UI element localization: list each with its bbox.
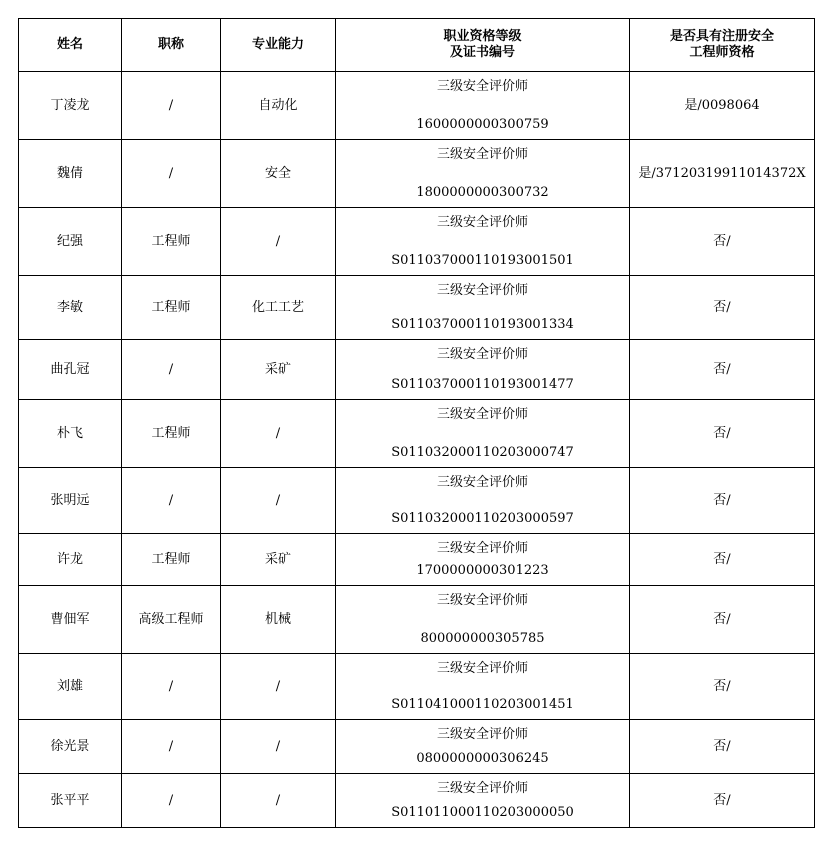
table-row: [19, 534, 815, 586]
cell-registered: 否/: [630, 400, 815, 468]
staff-qualification-table: [18, 18, 815, 828]
cell-specialty: 采矿: [221, 534, 336, 586]
certificate-number: 1600000000300759: [416, 116, 549, 132]
cell-qualification: [336, 468, 630, 534]
cell-registered: 否/: [630, 774, 815, 828]
qualification-stack: [336, 588, 629, 652]
table-row: [19, 400, 815, 468]
table-row: [19, 340, 815, 400]
certificate-number: 800000000305785: [420, 630, 545, 646]
cell-title: /: [122, 654, 221, 720]
certificate-number: S011037000110193001334: [391, 316, 574, 332]
qualification-stack: [336, 342, 629, 398]
cell-specialty: 自动化: [221, 72, 336, 140]
cell-name: 丁凌龙: [19, 72, 122, 140]
header-registered-line1: 是否具有注册安全: [669, 29, 774, 44]
cell-registered: 否/: [630, 340, 815, 400]
table-row: [19, 276, 815, 340]
cell-specialty: 安全: [221, 140, 336, 208]
cell-name: 朴飞: [19, 400, 122, 468]
qualification-level: 三级安全评价师: [436, 78, 528, 94]
header-registered: [630, 19, 815, 72]
cell-title: 工程师: [122, 400, 221, 468]
table-row: [19, 654, 815, 720]
qualification-level: 三级安全评价师: [436, 406, 528, 422]
table-row: [19, 140, 815, 208]
cell-specialty: 采矿: [221, 340, 336, 400]
cell-registered: 否/: [630, 534, 815, 586]
cell-name: 纪强: [19, 208, 122, 276]
cell-specialty: 化工工艺: [221, 276, 336, 340]
certificate-number: 1800000000300732: [416, 184, 549, 200]
qualification-stack: [336, 722, 629, 772]
cell-specialty: /: [221, 720, 336, 774]
cell-name: 许龙: [19, 534, 122, 586]
cell-name: 曹佃军: [19, 586, 122, 654]
header-qualification: [336, 19, 630, 72]
table-row: [19, 720, 815, 774]
qualification-level: 三级安全评价师: [436, 146, 528, 162]
table-row: [19, 586, 815, 654]
cell-registered: 否/: [630, 654, 815, 720]
certificate-number: S011041000110203001451: [391, 696, 574, 712]
qualification-stack: [336, 776, 629, 826]
header-row: [19, 19, 815, 72]
cell-name: 徐光景: [19, 720, 122, 774]
cell-qualification: [336, 276, 630, 340]
certificate-number: S011011000110203000050: [391, 804, 574, 820]
cell-title: /: [122, 340, 221, 400]
qualification-level: 三级安全评价师: [436, 780, 528, 796]
cell-registered: 否/: [630, 208, 815, 276]
cell-specialty: 机械: [221, 586, 336, 654]
cell-qualification: [336, 140, 630, 208]
cell-qualification: [336, 586, 630, 654]
qualification-stack: [336, 656, 629, 718]
qualification-stack: [336, 210, 629, 274]
cell-registered: 否/: [630, 720, 815, 774]
cell-qualification: [336, 400, 630, 468]
table-row: [19, 468, 815, 534]
qualification-stack: [336, 536, 629, 584]
qualification-level: 三级安全评价师: [436, 214, 528, 230]
cell-registered: 否/: [630, 586, 815, 654]
table-row: [19, 774, 815, 828]
qualification-stack: [336, 402, 629, 466]
table-row: [19, 72, 815, 140]
header-title: 职称: [122, 19, 221, 72]
cell-name: 魏倩: [19, 140, 122, 208]
qualification-level: 三级安全评价师: [436, 592, 528, 608]
cell-specialty: /: [221, 774, 336, 828]
certificate-number: S011037000110193001477: [391, 376, 574, 392]
cell-qualification: [336, 340, 630, 400]
cell-registered: 否/: [630, 276, 815, 340]
certificate-number: 0800000000306245: [416, 750, 549, 766]
qualification-level: 三级安全评价师: [436, 540, 528, 556]
cell-qualification: [336, 774, 630, 828]
qualification-stack: [336, 278, 629, 338]
qualification-level: 三级安全评价师: [436, 474, 528, 490]
cell-title: /: [122, 140, 221, 208]
header-qualification-line1: 职业资格等级: [443, 29, 522, 44]
cell-title: 高级工程师: [122, 586, 221, 654]
cell-name: 刘雄: [19, 654, 122, 720]
qualification-stack: [336, 470, 629, 532]
table-row: [19, 208, 815, 276]
qualification-level: 三级安全评价师: [436, 726, 528, 742]
cell-specialty: /: [221, 208, 336, 276]
qualification-stack: [336, 142, 629, 206]
cell-qualification: [336, 534, 630, 586]
header-qualification-line2: 及证书编号: [449, 45, 515, 60]
cell-title: /: [122, 720, 221, 774]
cell-specialty: /: [221, 654, 336, 720]
cell-qualification: [336, 208, 630, 276]
cell-title: 工程师: [122, 276, 221, 340]
cell-name: 张平平: [19, 774, 122, 828]
cell-name: 张明远: [19, 468, 122, 534]
cell-title: 工程师: [122, 534, 221, 586]
cell-qualification: [336, 654, 630, 720]
cell-title: /: [122, 468, 221, 534]
cell-qualification: [336, 72, 630, 140]
qualification-level: 三级安全评价师: [436, 660, 528, 676]
qualification-stack: [336, 74, 629, 138]
header-registered-line2: 工程师资格: [689, 45, 755, 60]
header-specialty: 专业能力: [221, 19, 336, 72]
cell-qualification: [336, 720, 630, 774]
cell-name: 曲孔冠: [19, 340, 122, 400]
qualification-level: 三级安全评价师: [436, 346, 528, 362]
certificate-number: S011032000110203000747: [391, 444, 574, 460]
qualification-level: 三级安全评价师: [436, 282, 528, 298]
cell-specialty: /: [221, 400, 336, 468]
certificate-number: 1700000000301223: [416, 562, 549, 578]
cell-registered: 是/37120319911014372X: [630, 140, 815, 208]
cell-registered: 否/: [630, 468, 815, 534]
cell-name: 李敏: [19, 276, 122, 340]
certificate-number: S011032000110203000597: [391, 510, 574, 526]
cell-title: 工程师: [122, 208, 221, 276]
cell-title: /: [122, 72, 221, 140]
cell-title: /: [122, 774, 221, 828]
certificate-number: S011037000110193001501: [391, 252, 574, 268]
header-name: 姓名: [19, 19, 122, 72]
cell-specialty: /: [221, 468, 336, 534]
cell-registered: 是/0098064: [630, 72, 815, 140]
